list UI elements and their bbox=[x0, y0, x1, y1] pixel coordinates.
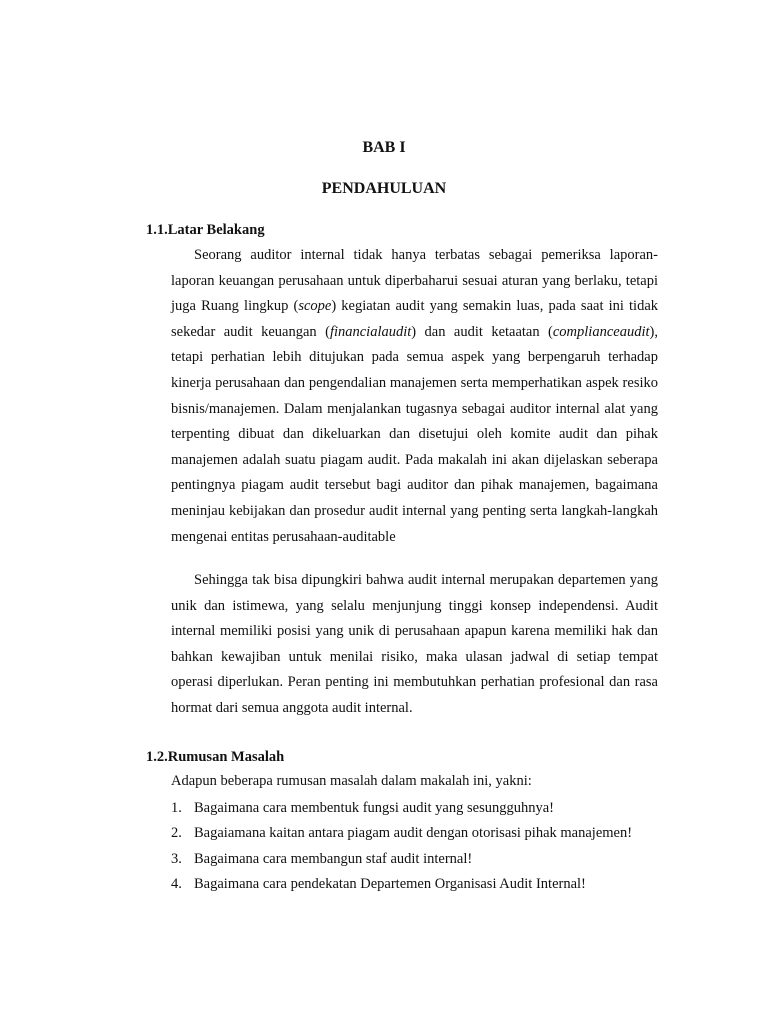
list-item-number: 3. bbox=[171, 850, 182, 867]
list-item-text: Bagaimana cara membangun staf audit internal! bbox=[194, 850, 473, 867]
italic-term-compliance-audit: complianceaudit bbox=[552, 323, 650, 340]
italic-term-financial-audit: financialaudit bbox=[329, 323, 412, 340]
rumusan-masalah-intro: Adapun beberapa rumusan masalah dalam makalah ini, yakni: bbox=[171, 773, 532, 789]
list-item-text: Bagaimana cara membentuk fungsi audit yang sesungguhnya! bbox=[194, 800, 554, 816]
list-item bbox=[171, 796, 658, 821]
list-item-text: Bagaiamana kaitan antara piagam audit dengan otorisasi pihak manajemen! bbox=[194, 825, 633, 842]
chapter-number: BAB I bbox=[362, 139, 406, 156]
list-item bbox=[171, 847, 658, 872]
paragraph-latar-belakang-1 bbox=[171, 243, 658, 550]
paragraph-text: ), tetapi perhatian lebih ditujukan pada semua aspek yang berpengaruh terhadap kinerja perusahaan dan pengendalian manajemen serta memperhatikan aspek resiko bisnis/manajemen. Dalam menjalankan tugasnya sebagai auditor internal alat yang terpenting dibuat dan dikeluarkan dan disetujui oleh komite audit dan pihak manajemen adalah suatu piagam audit. Pada makalah ini akan dijelaskan seberapa pentingnya piagam audit tersebut bagi auditor dan pihak manajemen, bagaimana meninjau kebijakan dan prosedur audit internal yang penting serta langkah-langkah mengenai entitas perusahaan-auditable bbox=[171, 323, 658, 545]
paragraph-text: ) kegiatan audit yang semakin luas, pada saat ini tidak sekedar audit keuangan ( bbox=[171, 298, 658, 340]
section-heading-latar-belakang: 1.1.Latar Belakang bbox=[146, 222, 265, 238]
italic-term-scope: scope bbox=[298, 298, 332, 315]
list-item bbox=[171, 821, 658, 846]
list-item-text: Bagaimana cara pendekatan Departemen Organisasi Audit Internal! bbox=[194, 876, 586, 893]
list-item-number: 1. bbox=[171, 800, 182, 816]
list-item-number: 4. bbox=[171, 876, 182, 893]
paragraph-latar-belakang-2: Sehingga tak bisa dipungkiri bahwa audit internal merupakan departemen yang unik dan istimewa, yang selalu menjunjung tinggi konsep independensi. Audit internal memiliki posisi yang unik di perusahaan apapun karena memiliki hak dan bahkan kewajiban untuk menilai risiko, maka ulasan jadwal di setiap tempat operasi diperlukan. Peran penting ini membutuhkan perhatian profesional dan rasa hormat dari semua anggota audit internal. bbox=[171, 572, 658, 716]
list-item-number: 2. bbox=[171, 825, 182, 842]
section-heading-rumusan-masalah: 1.2.Rumusan Masalah bbox=[146, 749, 285, 765]
paragraph-text: ) dan audit ketaatan ( bbox=[411, 323, 553, 340]
rumusan-masalah-list bbox=[171, 796, 658, 898]
chapter-title: PENDAHULUAN bbox=[321, 180, 447, 197]
list-item bbox=[171, 872, 658, 897]
paragraph-text: Seorang auditor internal tidak hanya terbatas sebagai pemeriksa laporan-laporan keuangan perusahaan untuk diperbaharui sesuai aturan yang berlaku, tetapi juga Ruang lingkup ( bbox=[171, 247, 658, 315]
